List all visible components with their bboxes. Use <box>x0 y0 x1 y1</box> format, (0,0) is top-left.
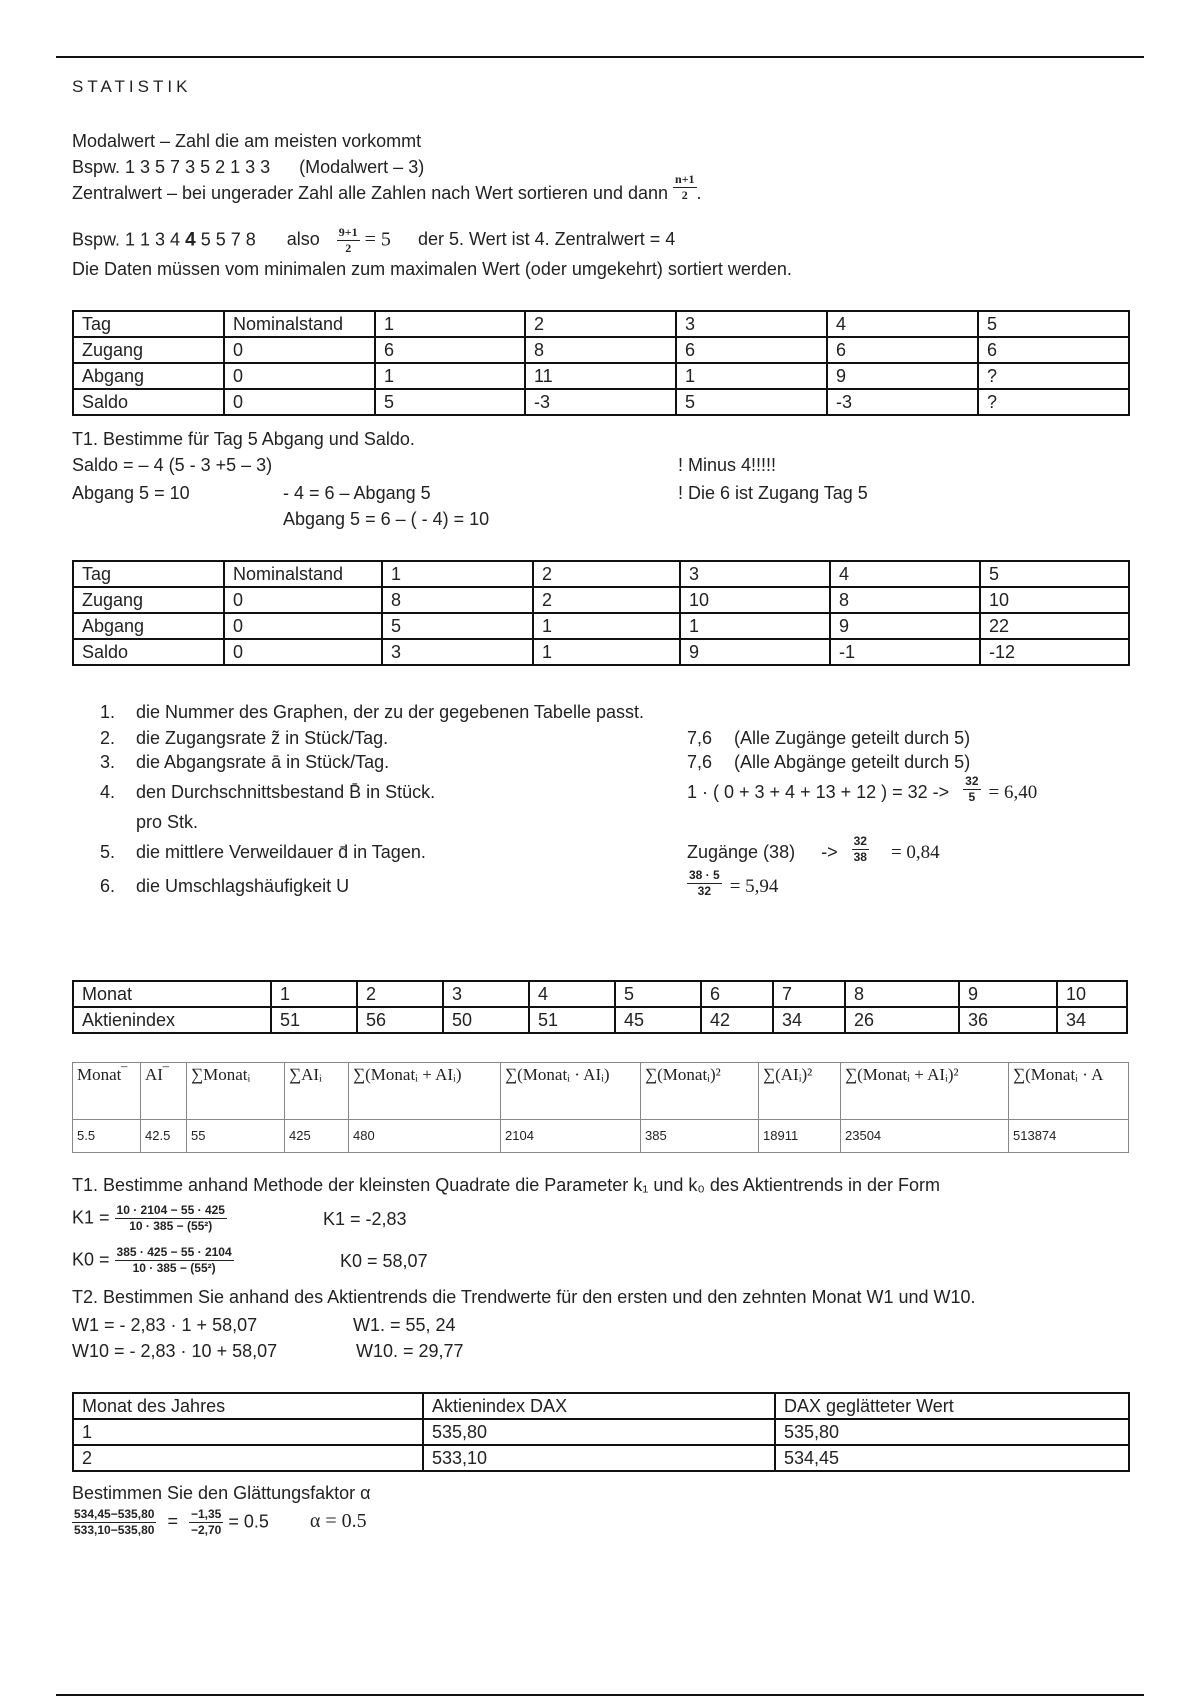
table3-cell: 34 <box>773 1007 845 1033</box>
smoothing-title: Bestimmen Sie den Glättungsfaktor α <box>72 1483 371 1503</box>
k1-fraction-den: 10 · 385 − (55²) <box>129 1219 213 1233</box>
table3-cell: 2 <box>357 981 443 1007</box>
table1-cell: 1 <box>375 363 525 389</box>
table1-row <box>73 311 1129 337</box>
table1-row <box>73 389 1129 415</box>
zentral-example-prefix: Bspw. 1 1 3 4 <box>72 229 181 250</box>
regression-value-cell: 2104 <box>501 1120 641 1153</box>
zentral-fraction-num: n+1 <box>675 171 695 186</box>
table1-cell: 0 <box>224 389 375 415</box>
regression-value-cell: 55 <box>187 1120 285 1153</box>
table1-cell: 6 <box>375 337 525 363</box>
table1-cell: -3 <box>827 389 978 415</box>
smoothing-fraction-2-num: −1,35 <box>190 1507 222 1521</box>
question-item <box>100 833 940 864</box>
answer-fraction-num: 38 · 5 <box>689 867 720 882</box>
dax-table <box>72 1392 1130 1472</box>
top-rule <box>56 56 1144 58</box>
answer-fraction-den: 5 <box>968 789 976 804</box>
question-number: 5. <box>100 842 116 862</box>
zentral-definition-text: Zentralwert – bei ungerader Zahl alle Zahlen nach Wert sortieren und dann <box>72 183 669 203</box>
table3-row <box>73 981 1127 1007</box>
task1-calc2: Abgang 5 = 6 – ( - 4) = 10 <box>283 509 490 529</box>
table3-cell: Monat <box>73 981 271 1007</box>
question-item <box>100 773 1038 804</box>
table3-cell: 6 <box>701 981 773 1007</box>
regression-header-cell: ∑(Monatᵢ + AIᵢ) <box>349 1063 501 1120</box>
table1-cell: 1 <box>676 363 827 389</box>
k0-result: K0 = 58,07 <box>340 1251 428 1271</box>
table1-cell: 1 <box>375 311 525 337</box>
question-answer <box>687 728 970 749</box>
question-item <box>100 752 971 773</box>
regression-value-cell: 480 <box>349 1120 501 1153</box>
table1-cell: 8 <box>525 337 676 363</box>
table3-cell: 8 <box>845 981 959 1007</box>
question-item <box>100 812 198 833</box>
answer-fraction-den: 32 <box>697 883 712 898</box>
question-answer <box>687 752 970 773</box>
table1-cell: 0 <box>224 363 375 389</box>
table5-cell: 535,80 <box>775 1419 1129 1445</box>
answer-value: 7,6 <box>687 752 713 772</box>
k0-fraction <box>115 1246 234 1275</box>
k1-fraction-num: 10 · 2104 − 55 · 425 <box>116 1203 225 1217</box>
question-text: die Zugangsrate z̃ in Stück/Tag. <box>136 728 389 748</box>
table1-row <box>73 337 1129 363</box>
table1-cell: -3 <box>525 389 676 415</box>
w1-result: W1. = 55, 24 <box>353 1315 456 1335</box>
table1-cell: 5 <box>375 389 525 415</box>
sort-note: Die Daten müssen vom minimalen zum maximalen Wert (oder umgekehrt) sortiert werden. <box>72 259 792 279</box>
modal-example <box>72 156 424 178</box>
table5-row <box>73 1419 1129 1445</box>
modal-definition: Modalwert – Zahl die am meisten vorkommt <box>72 131 422 151</box>
modal-example-numbers: Bspw. 1 3 5 7 3 5 2 1 3 3 <box>72 157 271 177</box>
regression-value-cell: 385 <box>641 1120 759 1153</box>
table1-cell: 6 <box>978 337 1129 363</box>
task1-saldo: Saldo = – 4 (5 - 3 +5 – 3) <box>72 455 273 475</box>
question-text: die Abgangsrate ā in Stück/Tag. <box>136 752 390 772</box>
table1-cell: 0 <box>224 337 375 363</box>
table5-row <box>73 1445 1129 1471</box>
answer-fraction <box>963 775 980 804</box>
table3-cell: 5 <box>615 981 701 1007</box>
table3-cell: 4 <box>529 981 615 1007</box>
table2-cell: Nominalstand <box>224 561 382 587</box>
question-text: die Nummer des Graphen, der zu der gegebenen Tabelle passt. <box>136 702 644 722</box>
table5-cell: Aktienindex DAX <box>423 1393 775 1419</box>
table5-cell: 1 <box>73 1419 423 1445</box>
regression-header-cell: ∑(AIᵢ)² <box>759 1063 841 1120</box>
regression-header-cell: AI‾ <box>141 1063 187 1120</box>
question-text: den Durchschnittsbestand B̄ in Stück. <box>136 782 436 802</box>
table2-cell: Abgang <box>73 613 224 639</box>
table5-cell: 535,80 <box>423 1419 775 1445</box>
table2-cell: 1 <box>382 561 533 587</box>
regression-header-cell: ∑(Monatᵢ · A <box>1009 1063 1129 1120</box>
k0-formula <box>72 1246 234 1275</box>
task2-t2: T2. Bestimmen Sie anhand des Aktientrends die Trendwerte für den ersten und den zehnten Monat W1 und W10. <box>72 1287 976 1307</box>
table1-cell: Zugang <box>73 337 224 363</box>
table5-cell: DAX geglätteter Wert <box>775 1393 1129 1419</box>
question-answer <box>687 833 940 864</box>
table3-cell: Aktienindex <box>73 1007 271 1033</box>
table2-cell: Tag <box>73 561 224 587</box>
table3-cell: 42 <box>701 1007 773 1033</box>
table3-cell: 51 <box>271 1007 357 1033</box>
question-item <box>100 702 644 723</box>
task1-abgang: Abgang 5 = 10 <box>72 483 190 503</box>
table2-cell: 2 <box>533 587 680 613</box>
question-text: pro Stk. <box>136 812 199 832</box>
regression-header-cell: ∑AIᵢ <box>285 1063 349 1120</box>
zentral-example-result: der 5. Wert ist 4. Zentralwert = 4 <box>417 229 676 250</box>
table1-cell: ? <box>978 363 1129 389</box>
answer-fraction <box>687 869 722 898</box>
table3-row <box>73 1007 1127 1033</box>
zentral-example-suffix: 5 5 7 8 <box>200 229 256 250</box>
table2-cell: 9 <box>830 613 980 639</box>
k1-fraction <box>115 1204 227 1233</box>
table3-cell: 7 <box>773 981 845 1007</box>
table5-cell: 534,45 <box>775 1445 1129 1471</box>
regression-header-cell: ∑(Monatᵢ + AIᵢ)² <box>841 1063 1009 1120</box>
table3-cell: 9 <box>959 981 1057 1007</box>
table2-cell: 22 <box>980 613 1129 639</box>
table1-cell: 4 <box>827 311 978 337</box>
table5-cell: 2 <box>73 1445 423 1471</box>
smoothing-fraction-2-den: −2,70 <box>190 1523 222 1537</box>
table2-row <box>73 639 1129 665</box>
table2-row <box>73 613 1129 639</box>
table1-cell: Tag <box>73 311 224 337</box>
zentral-fraction <box>673 173 697 202</box>
table2-cell: 8 <box>830 587 980 613</box>
bottom-rule <box>56 1694 1144 1696</box>
smoothing-fraction-2 <box>189 1508 223 1537</box>
table2-cell: -12 <box>980 639 1129 665</box>
table1-cell: 11 <box>525 363 676 389</box>
regression-value-cell: 42.5 <box>141 1120 187 1153</box>
question-number: 4. <box>100 782 116 802</box>
table3-cell: 50 <box>443 1007 529 1033</box>
answer-arrow: -> <box>821 842 838 862</box>
table1-cell: Saldo <box>73 389 224 415</box>
task2-t1: T1. Bestimme anhand Methode der kleinsten Quadrate die Parameter k₁ und k₀ des Aktientrends in der Form <box>72 1175 940 1195</box>
smoothing-result-1: = 0.5 <box>228 1511 269 1532</box>
answer-fraction <box>852 835 869 864</box>
zentral-example-fraction-den: 2 <box>345 241 352 255</box>
zentral-example-fraction <box>337 226 360 255</box>
modal-example-result: (Modalwert – 3) <box>299 157 425 177</box>
question-number: 1. <box>100 702 116 722</box>
table3-cell: 1 <box>271 981 357 1007</box>
answer-result: = 6,40 <box>988 782 1038 803</box>
table1-cell: Nominalstand <box>224 311 375 337</box>
answer-value: 1 · ( 0 + 3 + 4 + 13 + 12 ) = 32 -> <box>687 782 950 802</box>
table3-cell: 56 <box>357 1007 443 1033</box>
regression-value-cell: 23504 <box>841 1120 1009 1153</box>
regression-header-cell: ∑Monatᵢ <box>187 1063 285 1120</box>
zentral-example-fraction-num: 9+1 <box>338 225 358 239</box>
zentral-fraction-den: 2 <box>681 187 688 202</box>
zentral-example <box>72 226 675 255</box>
regression-value-cell: 513874 <box>1009 1120 1129 1153</box>
task1-note2: ! Die 6 ist Zugang Tag 5 <box>678 483 868 503</box>
table3-cell: 10 <box>1057 981 1127 1007</box>
table3-cell: 26 <box>845 1007 959 1033</box>
table1-cell: 3 <box>676 311 827 337</box>
stock-table-1 <box>72 310 1130 416</box>
stock-table-2 <box>72 560 1130 666</box>
table2-cell: 3 <box>680 561 830 587</box>
table2-row <box>73 561 1129 587</box>
table2-cell: 8 <box>382 587 533 613</box>
w10-result: W10. = 29,77 <box>356 1341 464 1361</box>
answer-fraction-den: 38 <box>853 849 867 864</box>
table2-cell: Zugang <box>73 587 224 613</box>
k1-formula <box>72 1204 227 1233</box>
regression-header-cell: Monat‾ <box>73 1063 141 1120</box>
question-number: 2. <box>100 728 116 748</box>
smoothing-result-2: α = 0.5 <box>309 1510 367 1533</box>
question-text: die mittlere Verweildauer d̄ in Tagen. <box>136 842 426 862</box>
table2-cell: 2 <box>533 561 680 587</box>
table5-cell: 533,10 <box>423 1445 775 1471</box>
table2-cell: -1 <box>830 639 980 665</box>
table3-cell: 3 <box>443 981 529 1007</box>
regression-value-cell: 425 <box>285 1120 349 1153</box>
table1-cell: 9 <box>827 363 978 389</box>
task1-title: T1. Bestimme für Tag 5 Abgang und Saldo. <box>72 429 415 449</box>
regression-value-cell: 18911 <box>759 1120 841 1153</box>
table2-cell: 3 <box>382 639 533 665</box>
k0-fraction-num: 385 · 425 − 55 · 2104 <box>116 1245 232 1259</box>
table2-cell: 10 <box>980 587 1129 613</box>
answer-fraction-num: 32 <box>853 833 867 848</box>
task1-calc1: - 4 = 6 – Abgang 5 <box>283 483 431 503</box>
table3-cell: 51 <box>529 1007 615 1033</box>
table2-cell: 4 <box>830 561 980 587</box>
table3-cell: 45 <box>615 1007 701 1033</box>
table1-cell: ? <box>978 389 1129 415</box>
task1-note1: ! Minus 4!!!!! <box>678 455 777 475</box>
question-number: 6. <box>100 876 116 896</box>
table2-cell: 0 <box>224 587 382 613</box>
answer-note: (Alle Abgänge geteilt durch 5) <box>734 752 971 772</box>
smoothing-fraction-1-num: 534,45−535,80 <box>74 1507 155 1521</box>
question-number: 3. <box>100 752 116 772</box>
table2-cell: 5 <box>382 613 533 639</box>
table2-cell: 5 <box>980 561 1129 587</box>
answer-value: 7,6 <box>687 728 713 748</box>
table2-cell: 0 <box>224 613 382 639</box>
table2-cell: 1 <box>680 613 830 639</box>
zentral-example-median: 4 <box>185 229 196 251</box>
table3-cell: 36 <box>959 1007 1057 1033</box>
answer-value: Zugänge (38) <box>687 842 796 862</box>
regression-header-cell: ∑(Monatᵢ)² <box>641 1063 759 1120</box>
answer-result: = 0,84 <box>890 842 940 863</box>
regression-sums-table <box>72 1062 1129 1153</box>
table1-cell: 6 <box>676 337 827 363</box>
zentral-definition: Zentralwert – bei ungerader Zahl alle Zahlen nach Wert sortieren und dann $\frac{n+1}{2}$ . <box>72 171 702 203</box>
aktienindex-table <box>72 980 1128 1034</box>
table3-cell: 34 <box>1057 1007 1127 1033</box>
question-text: die Umschlagshäufigkeit U <box>136 876 350 896</box>
table1-row <box>73 363 1129 389</box>
table1-cell: 2 <box>525 311 676 337</box>
table2-cell: 9 <box>680 639 830 665</box>
regression-header-cell: ∑(Monatᵢ · AIᵢ) <box>501 1063 641 1120</box>
table2-cell: 1 <box>533 613 680 639</box>
table5-cell: Monat des Jahres <box>73 1393 423 1419</box>
smoothing-fraction-1 <box>72 1508 156 1537</box>
smoothing-fraction-1-den: 533,10−535,80 <box>74 1523 155 1537</box>
regression-value-cell: 5.5 <box>73 1120 141 1153</box>
table2-cell: Saldo <box>73 639 224 665</box>
k0-label: K0 = <box>72 1249 110 1270</box>
k1-result: K1 = -2,83 <box>323 1209 407 1229</box>
answer-result: = 5,94 <box>729 876 779 897</box>
answer-fraction-num: 32 <box>965 773 979 788</box>
table1-cell: Abgang <box>73 363 224 389</box>
smoothing-calc <box>72 1508 367 1537</box>
table2-cell: 1 <box>533 639 680 665</box>
k1-label: K1 = <box>72 1207 110 1228</box>
question-item <box>100 728 971 749</box>
table1-cell: 5 <box>978 311 1129 337</box>
w1-calc: W1 = - 2,83 · 1 + 58,07 <box>72 1315 258 1335</box>
page-title: STATISTIK <box>72 77 192 96</box>
table5-row <box>73 1393 1129 1419</box>
table2-cell: 0 <box>224 639 382 665</box>
table1-cell: 5 <box>676 389 827 415</box>
k0-fraction-den: 10 · 385 − (55²) <box>132 1261 216 1275</box>
zentral-example-eq: = 5 <box>364 228 391 251</box>
smoothing-eq: = <box>167 1511 178 1532</box>
table2-row <box>73 587 1129 613</box>
table2-cell: 10 <box>680 587 830 613</box>
table1-cell: 6 <box>827 337 978 363</box>
answer-note: (Alle Zugänge geteilt durch 5) <box>734 728 971 748</box>
question-answer <box>687 773 1038 804</box>
zentral-example-also: also <box>286 229 320 250</box>
w10-calc: W10 = - 2,83 · 10 + 58,07 <box>72 1341 278 1361</box>
